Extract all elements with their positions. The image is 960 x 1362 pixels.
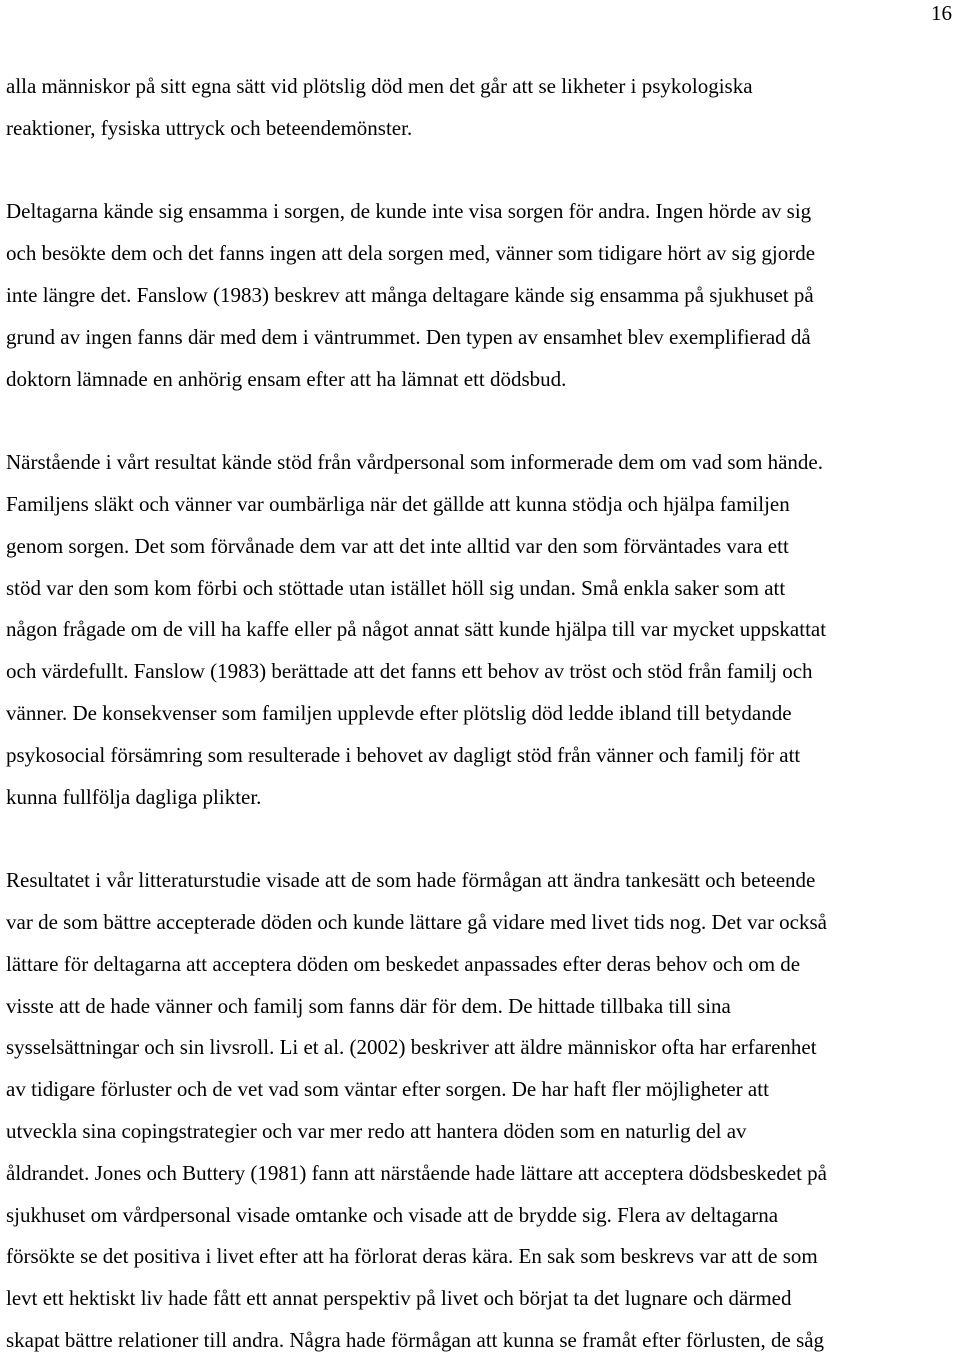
text-line: och besökte dem och det fanns ingen att dela sorgen med, vänner som tidigare hört av sig gjorde xyxy=(6,241,816,266)
text-line: Närstående i vårt resultat kände stöd från vårdpersonal som informerade dem om vad som hände. xyxy=(6,450,823,475)
text-line: av tidigare förluster och de vet vad som väntar efter sorgen. De har haft fler möjligheter att xyxy=(6,1077,769,1102)
text-line: visste att de hade vänner och familj som fanns där för dem. De hittade tillbaka till sina xyxy=(6,993,731,1018)
text-line: vänner. De konsekvenser som familjen upplevde efter plötslig död ledde ibland till betydande xyxy=(6,700,792,725)
paragraph xyxy=(6,66,960,150)
text-line: doktorn lämnade en anhörig ensam efter att ha lämnat ett dödsbud. xyxy=(6,366,567,391)
text-line: grund av ingen fanns där med dem i väntrummet. Den typen av ensamhet blev exemplifierad då xyxy=(6,324,811,349)
text-line: genom sorgen. Det som förvånade dem var att det inte alltid var den som förväntades vara ett xyxy=(6,533,789,558)
text-line: inte längre det. Fanslow (1983) beskrev att många deltagare kände sig ensamma på sjukhuset på xyxy=(6,282,814,307)
text-line: Resultatet i vår litteraturstudie visade att de som hade förmågan att ändra tankesätt och beteende xyxy=(6,868,816,893)
text-line: var de som bättre accepterade döden och kunde lättare gå vidare med livet tids nog. Det var också xyxy=(6,909,827,934)
text-line: alla människor på sitt egna sätt vid plötslig död men det går att se likheter i psykologiska xyxy=(6,74,753,98)
text-line: sysselsättningar och sin livsroll. Li et al. (2002) beskriver att äldre människor ofta har erfarenhet xyxy=(6,1035,817,1060)
text-line: levt ett hektiskt liv hade fått ett annat perspektiv på livet och börjat ta det lugnare och därmed xyxy=(6,1286,792,1311)
text-line: skapat bättre relationer till andra. Några hade förmågan att kunna se framåt efter förlusten, de såg xyxy=(6,1327,825,1352)
paragraph xyxy=(6,191,960,400)
text-line: någon frågade om de vill ha kaffe eller på något annat sätt kunde hjälpa till var mycket uppskattat xyxy=(6,617,827,642)
document-body xyxy=(6,66,960,1362)
text-line: kunna fullfölja dagliga plikter. xyxy=(6,784,262,809)
text-line: lättare för deltagarna att acceptera döden om beskedet anpassades efter deras behov och om de xyxy=(6,951,801,976)
text-line: åldrandet. Jones och Buttery (1981) fann att närstående hade lättare att acceptera dödsbeskedet på xyxy=(6,1160,827,1185)
text-line: stöd var den som kom förbi och stöttade utan istället höll sig undan. Små enkla saker som att xyxy=(6,575,786,600)
text-line: utveckla sina copingstrategier och var mer redo att hantera döden som en naturlig del av xyxy=(6,1118,747,1143)
text-line: psykosocial försämring som resulterade i behovet av dagligt stöd från vänner och familj för att xyxy=(6,742,801,767)
text-line: försökte se det positiva i livet efter att ha förlorat deras kära. En sak som beskrevs var att de som xyxy=(6,1244,818,1269)
text-line: och värdefullt. Fanslow (1983) berättade att det fanns ett behov av tröst och stöd från familj och xyxy=(6,659,813,684)
paragraph xyxy=(6,442,960,818)
text-line: sjukhuset om vårdpersonal visade omtanke och visade att de brydde sig. Flera av deltagarna xyxy=(6,1202,779,1227)
text-line: Deltagarna kände sig ensamma i sorgen, de kunde inte visa sorgen för andra. Ingen hörde av sig xyxy=(6,199,812,224)
paragraph xyxy=(6,860,960,1362)
page-number: 16 xyxy=(931,1,952,25)
text-line: Familjens släkt och vänner var oumbärliga när det gällde att kunna stödja och hjälpa familjen xyxy=(6,491,790,516)
text-line: reaktioner, fysiska uttryck och beteendemönster. xyxy=(6,115,413,140)
